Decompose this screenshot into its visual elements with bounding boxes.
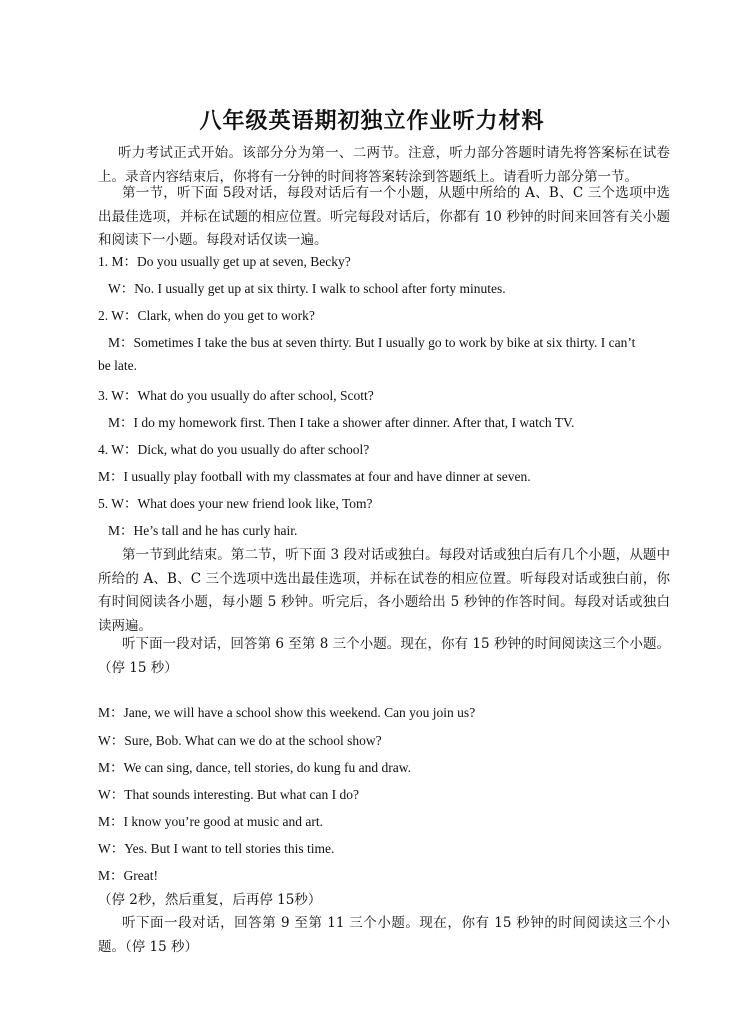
dialogue-5-question: 5. W：What does your new friend look like, Tom? (98, 496, 373, 511)
dialogue-2-answer-line1: M：Sometimes I take the bus at seven thirty. But I usually go to work by bike at six thirty. I can’t (108, 335, 636, 350)
dialogue-line: W：Sure, Bob. What can we do at the school show? (98, 733, 382, 748)
intro-text-1: 听力考试正式开始。该部分分为第一、二两节。注意，听力部分答题时请先将答案标在试卷上。录音内容结束后，你将有一分钟的时间将答案转涂到答题纸上。请看听力部分第一节。 (98, 145, 670, 185)
page-title: 八年级英语期初独立作业听力材料 (199, 109, 545, 134)
dialogue-4-question: 4. W：Dick, what do you usually do after school? (98, 442, 370, 457)
dialogue-line: M：We can sing, dance, tell stories, do kung fu and draw. (98, 760, 411, 775)
section-2-text: 第一节到此结束。第二节，听下面 3 段对话或独白。每段对话或独白后有几个小题，从题中所给的 A、B、C 三个选项中选出最佳选项，并标在试卷的相应位置。听每段对话或独白前，你有时间阅读各小题，每小题 5 秒钟。听完后，各小题给出 5 秒钟的作答时间。每段对话或独白读两遍。 (98, 547, 670, 634)
section-2-instruction-2 (98, 912, 670, 959)
dialogue-1-question: 1. M：Do you usually get up at seven, Becky? (98, 254, 351, 269)
dialogue-3-answer: M：I do my homework first. Then I take a shower after dinner. After that, I watch TV. (108, 415, 575, 430)
dialogue-line: W：Yes. But I want to tell stories this time. (98, 841, 335, 856)
dialogue-line: M：Jane, we will have a school show this weekend. Can you join us? (98, 705, 476, 720)
section-2-instruction-2-text: 听下面一段对话，回答第 9 至第 11 三个小题。现在，你有 15 秒钟的时间阅读这三个小题。（停 15 秒） (98, 915, 670, 955)
dialogue-5-answer: M：He’s tall and he has curly hair. (108, 523, 298, 538)
dialogue-2-question: 2. W：Clark, when do you get to work? (98, 308, 315, 323)
dialogue-line: M：Great! (98, 868, 158, 883)
dialogue-1-answer: W：No. I usually get up at six thirty. I walk to school after forty minutes. (108, 281, 506, 296)
pause-note: （停 2秒，然后重复，后再停 15秒） (98, 892, 322, 908)
dialogue-line: M：I know you’re good at music and art. (98, 814, 323, 829)
intro-paragraph-2 (98, 182, 670, 253)
dialogue-4-answer: M：I usually play football with my classmates at four and have dinner at seven. (98, 469, 531, 484)
section-2-instruction-1-text: 听下面一段对话，回答第 6 至第 8 三个小题。现在，你有 15 秒钟的时间阅读这三个小题。（停 15 秒） (98, 636, 670, 676)
dialogue-3-question: 3. W：What do you usually do after school, Scott? (98, 388, 374, 403)
intro-text-2: 第一节，听下面 5段对话，每段对话后有一个小题，从题中所给的 A、B、C 三个选项中选出最佳选项，并标在试题的相应位置。听完每段对话后，你都有 10 秒钟的时间来回答有关小题和阅读下一小题。每段对话仅读一遍。 (98, 185, 670, 248)
dialogue-2-answer-line2: be late. (98, 358, 137, 373)
section-2-instruction-1 (98, 633, 670, 680)
section-2-paragraph (98, 544, 670, 638)
dialogue-line: W：That sounds interesting. But what can I do? (98, 787, 359, 802)
